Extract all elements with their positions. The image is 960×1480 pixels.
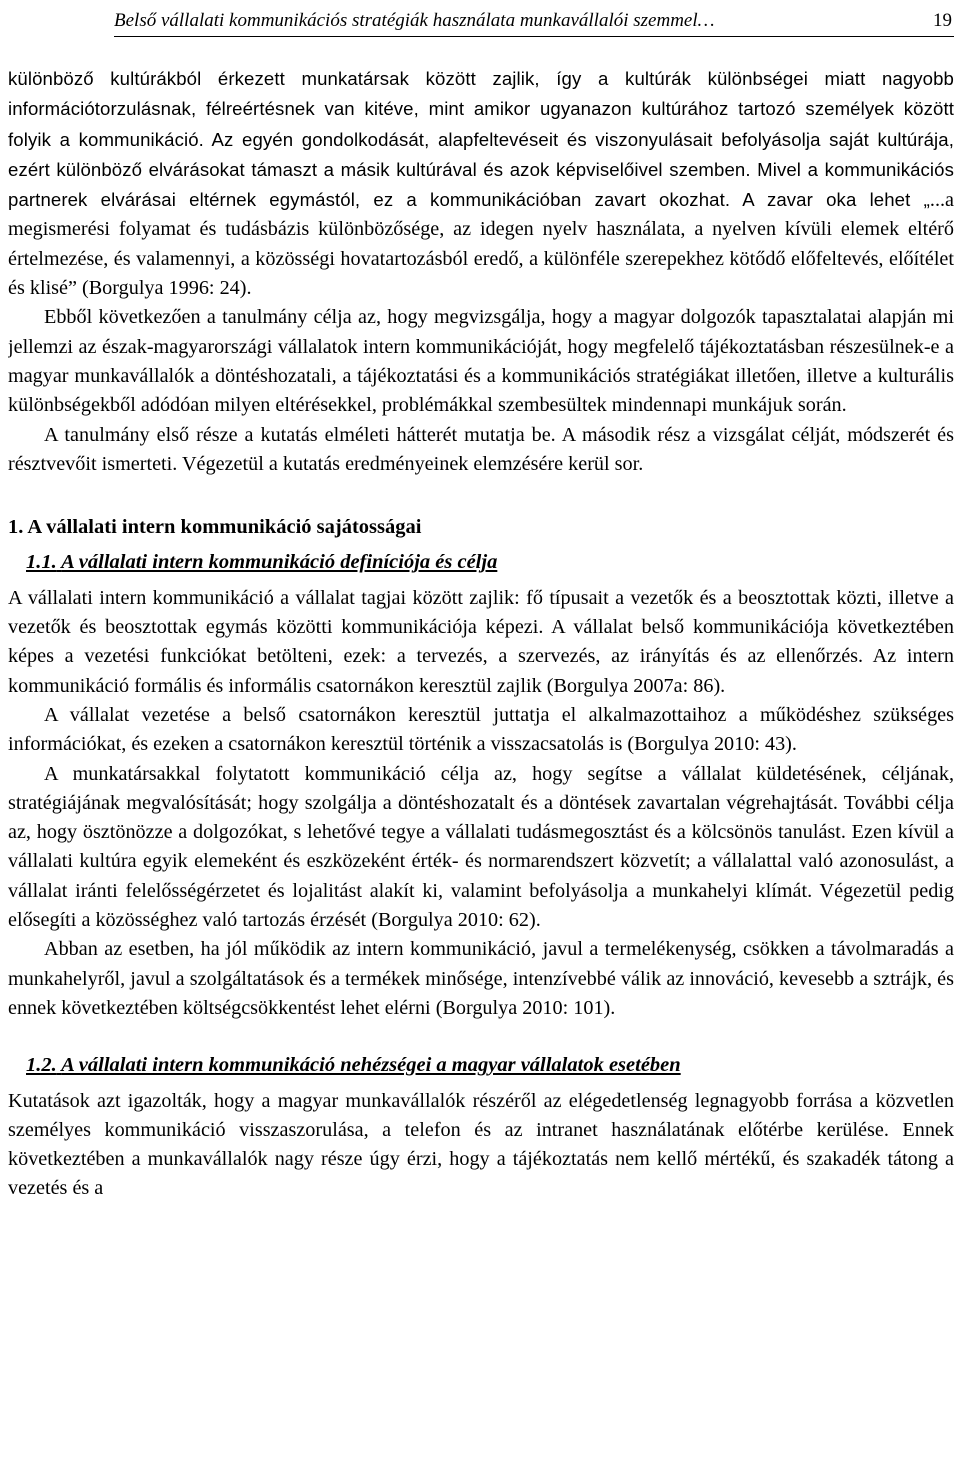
paragraph-channels: A vállalat vezetése a belső csatornákon keresztül juttatja el alkalmazottaihoz a működéshez szükséges információkat, és ezeken a csatornákon keresztül történik a visszacsatolás is (Borgulya 2010: 43). xyxy=(8,703,954,756)
subsection-title: A vállalati intern kommunikáció nehézségei a magyar vállalatok esetében xyxy=(61,1054,681,1077)
paragraph-cultural-differences xyxy=(8,64,954,303)
paragraph-sans-run: különböző kultúrákból érkezett munkatársak között zajlik, így a kultúrák különbségei miatt nagyobb információtorzulásnak, félreértésnek van kitéve, mint amikor ugyanazon kultúrához tartozó személyek között folyik a kommunikáció. Az egyén gondolkodását, alapfeltevéseit és viszonyulásait befolyásolja saját kultúrája, ezért különböző elvárásokat támaszt a másik kultúrával és azok képviselőivel szemben. Mivel a kommunikációs partnerek elvárásai eltérnek egymástól, ez a kommunikációban zavart okozhat. A zavar oka lehet „ xyxy=(8,68,954,211)
subsection-title: A vállalati intern kommunikáció definíciója és célja xyxy=(61,551,498,574)
paragraph-study-aim: Ebből következően a tanulmány célja az, hogy megvizsgálja, hogy a magyar dolgozók tapasztalatai alapján mi jellemzi az észak-magyarországi vállalatok intern kommunikációját, hogy megfelelő tájékoztatásban részesülnek-e a magyar munkavállalók a döntéshozatali, a tájékoztatási és a kommunikációs stratégiákat illetően, illetve a kulturális különbségekből adódóan milyen eltérésekkel, problémákkal szembesültek mindennapi munkájuk során. xyxy=(8,306,954,417)
paragraph-definition: A vállalati intern kommunikáció a vállalat tagjai között zajlik: fő típusait a vezetők és a beosztottak közti, illetve a vezetők és beosztottak egymás közötti kommunikációja képezi. A vállalat belső kommunikációja következtében képes a vezetési funkciókat betölteni, ezek: a tervezés, a szervezés, az irányítás és az ellenőrzés. Az intern kommunikáció formális és informális csatornákon keresztül zajlik (Borgulya 2007a: 86). xyxy=(8,586,954,697)
page-number: 19 xyxy=(933,10,952,31)
subsection-number: 1.2. xyxy=(26,1054,57,1077)
paragraph-benefits: Abban az esetben, ha jól működik az intern kommunikáció, javul a termelékenység, csökken a távolmaradás a munkahelyről, javul a szolgáltatások és a termékek minősége, intenzívebbé válik az innováció, kevesebb a sztrájk, és ennek következtében költségcsökkentést lehet elérni (Borgulya 2010: 101). xyxy=(8,938,954,1019)
paragraph-goals: A munkatársakkal folytatott kommunikáció célja az, hogy segítse a vállalat küldetésének, céljának, stratégiájának megvalósítását; hogy szolgálja a döntéshozatalt és a döntések zavartalan végrehajtását. További célja az, hogy ösztönözze a dolgozókat, s lehetővé tegye a vállalati tudásmegosztást és a kölcsönös tanulást. Ezen kívül a vállalati kultúra egyik elemeként és eszközeként érték- és normarendszert közvetít; a vállalattal való azonosulást, a vállalat iránti felelősségérzetet és lojalitást alakít ki, valamint befolyásolja a munkahelyi klímát. Végezetül pedig elősegíti a közösséghez való tartozás érzését (Borgulya 2010: 62). xyxy=(8,762,954,932)
subsection-number: 1.1. xyxy=(26,551,57,574)
body-text xyxy=(8,64,954,1204)
paragraph-research-findings: Kutatások azt igazolták, hogy a magyar munkavállalók részéről az elégedetlenség legnagyobb forrása a közvetlen személyes kommunikáció visszaszorulása, a telefon és az intranet használatának előtérbe kerülése. Ennek következtében a munkavállalók nagy része úgy érzi, hogy a tájékoztatás nem kellő mértékű, és szakadék tátong a vezetés és a xyxy=(8,1089,954,1200)
running-header-title: Belső vállalati kommunikációs stratégiák használata munkavállalói szemmel… xyxy=(114,10,715,31)
document-page xyxy=(8,0,954,1480)
paragraph-study-structure: A tanulmány első része a kutatás elméleti hátterét mutatja be. A második rész a vizsgálat célját, módszerét és résztvevőit ismerteti. Végezetül a kutatás eredményeinek elemzésére kerül sor. xyxy=(8,423,954,475)
subsection-heading-1-1 xyxy=(26,548,954,577)
subsection-heading-1-2 xyxy=(26,1051,954,1080)
running-header xyxy=(114,0,954,37)
quote-run: ...a megismerési folyamat és tudásbázis különbözősége, az idegen nyelv használata, a nyelven kívüli elemek eltérő értelmezése, és valamennyi, a közösségi hovatartozásból eredő, a különféle szerepekhez kötődő előfeltevés, előítélet és klisé” (Borgulya 1996: 24). xyxy=(8,189,954,300)
section-heading-1: 1. A vállalati intern kommunikáció sajátosságai xyxy=(8,516,422,539)
